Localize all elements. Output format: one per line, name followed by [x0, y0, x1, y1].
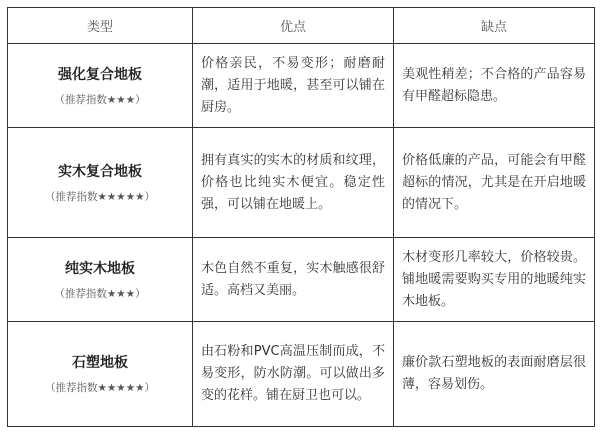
floor-type-name: 强化复合地板	[58, 66, 142, 83]
type-cell	[8, 238, 193, 322]
pros-cell: 木色自然不重复，实木触感很舒适。高档又美丽。	[193, 238, 394, 322]
cons-cell: 价格低廉的产品，可能会有甲醛超标的情况，尤其是在开启地暖的情况下。	[394, 128, 595, 238]
pros-cell: 由石粉和PVC高温压制而成，不易变形，防水防潮。可以做出多变的花样。铺在厨卫也可以。	[193, 322, 394, 427]
recommendation-rating: （推荐指数★★★★★）	[44, 190, 156, 203]
type-cell	[8, 44, 193, 128]
header-cons: 缺点	[394, 8, 595, 44]
recommendation-rating: （推荐指数★★★）	[54, 287, 146, 300]
floor-type-name: 实木复合地板	[58, 163, 142, 180]
table-header-row	[8, 8, 595, 44]
table-row	[8, 322, 595, 427]
table-row	[8, 128, 595, 238]
cons-cell: 美观性稍差；不合格的产品容易有甲醛超标隐患。	[394, 44, 595, 128]
pros-cell: 拥有真实的实木的材质和纹理，价格也比纯实木便宜。稳定性强，可以铺在地暖上。	[193, 128, 394, 238]
type-cell	[8, 322, 193, 427]
recommendation-rating: （推荐指数★★★★★）	[44, 382, 156, 394]
header-pros: 优点	[193, 8, 394, 44]
flooring-comparison-table	[7, 7, 595, 427]
type-cell	[8, 128, 193, 238]
recommendation-rating: （推荐指数★★★）	[54, 93, 146, 106]
floor-type-name: 纯实木地板	[65, 260, 135, 277]
floor-type-name: 石塑地板	[72, 355, 128, 371]
cons-cell: 木材变形几率较大，价格较贵。铺地暖需要购买专用的地暖纯实木地板。	[394, 238, 595, 322]
table-row	[8, 238, 595, 322]
table-row	[8, 44, 595, 128]
pros-cell: 价格亲民，不易变形；耐磨耐潮，适用于地暖，甚至可以铺在厨房。	[193, 44, 394, 128]
header-type: 类型	[8, 8, 193, 44]
cons-cell: 廉价款石塑地板的表面耐磨层很薄，容易划伤。	[394, 322, 595, 427]
